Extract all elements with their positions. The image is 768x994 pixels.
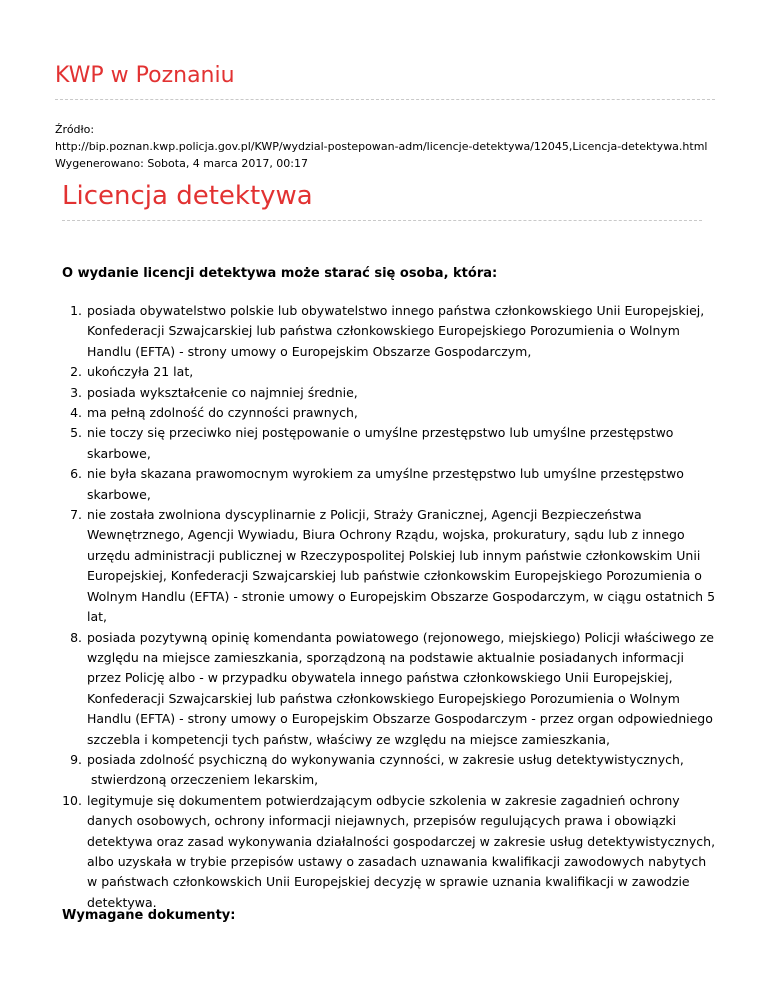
requirement-number: 7.: [70, 507, 82, 523]
page-title: Licencja detektywa: [62, 181, 313, 211]
requirement-item: [62, 301, 708, 362]
requirement-item: [62, 403, 708, 423]
requirement-line: szczebla i kompetencji tych państw, właściwy ze względu na miejsce zamieszkania,: [87, 731, 610, 747]
requirement-line: skarbowe,: [87, 486, 151, 502]
requirement-line: nie toczy się przeciwko niej postępowanie o umyślne przestępstwo lub umyślne przestępstwo: [87, 425, 674, 441]
requirement-number: 6.: [70, 466, 82, 482]
requirement-number: 5.: [70, 425, 82, 441]
requirement-line: legitymuje się dokumentem potwierdzającym odbycie szkolenia w zakresie zagadnień ochrony: [87, 792, 680, 808]
intro-text: O wydanie licencji detektywa może starać się osoba, która:: [62, 266, 498, 281]
requirement-line: Handlu (EFTA) - strony umowy o Europejskim Obszarze Gospodarczym,: [87, 343, 532, 359]
requirement-item: [62, 791, 716, 913]
requirement-line: detektywa oraz zasad wykonywania działalności gospodarczej w zakresie usług detektywistycznych,: [87, 833, 716, 849]
requirement-number: 9.: [70, 751, 82, 767]
requirement-number: 8.: [70, 629, 82, 645]
title-divider: [62, 220, 702, 221]
requirement-line: ukończyła 21 lat,: [87, 364, 194, 380]
site-title: KWP w Poznaniu: [55, 63, 235, 88]
requirement-line: urzędu administracji publicznej w Rzeczypospolitej Polskiej lub innym państwie członkowskim Unii: [87, 547, 701, 563]
requirement-number: 1.: [70, 303, 82, 318]
requirement-item: [62, 750, 708, 791]
requirement-line: posiada pozytywną opinię komendanta powiatowego (rejonowego, miejskiego) Policji właściwego ze: [87, 629, 714, 645]
requirement-item: [62, 362, 708, 382]
requirement-line: względu na miejsce zamieszkania, sporządzoną na podstawie aktualnie posiadanych informacji: [87, 649, 684, 665]
requirement-item: [62, 383, 708, 403]
requirement-line: Wolnym Handlu (EFTA) - stronie umowy o Europejskim Obszarze Gospodarczym, w ciągu ostatnich 5: [87, 588, 716, 604]
source-label: Źródło:: [55, 123, 95, 136]
requirement-line: stwierdzoną orzeczeniem lekarskim,: [87, 772, 319, 788]
requirement-line: nie była skazana prawomocnym wyrokiem za umyślne przestępstwo lub umyślne przestępstwo: [87, 466, 684, 482]
requirement-line: skarbowe,: [87, 445, 151, 461]
requirement-line: posiada wykształcenie co najmniej średnie,: [87, 384, 358, 400]
requirement-line: Konfederacji Szwajcarskiej lub państwa członkowskiego Europejskiego Porozumienia o Wolnym: [87, 690, 680, 706]
requirement-item: [62, 505, 716, 627]
requirement-line: w państwach członkowskich Unii Europejskiej decyzję w sprawie uznania kwalifikacji w zawodzie: [87, 874, 690, 890]
requirement-line: Handlu (EFTA) - strony umowy o Europejskim Obszarze Gospodarczym - przez organ odpowiedniego: [87, 711, 713, 727]
requirements-list: [62, 301, 716, 913]
requirement-line: Konfederacji Szwajcarskiej lub państwa członkowskiego Europejskiego Porozumienia o Wolnym: [87, 323, 680, 339]
source-url: http://bip.poznan.kwp.policja.gov.pl/KWP/wydzial-postepowan-adm/licencje-detektywa/12045,Licencja-detektywa.html: [55, 140, 708, 153]
requirement-number: 10.: [62, 792, 82, 808]
source-info: [55, 121, 735, 172]
requirement-line: lat,: [87, 609, 108, 625]
requirement-line: albo uzyskała w trybie przepisów ustawy o zasadach uznawania kwalifikacji zawodowych nabytych: [87, 853, 707, 869]
requirement-line: posiada obywatelstwo polskie lub obywatelstwo innego państwa członkowskiego Unii Europejskiej,: [87, 303, 705, 318]
documents-heading: Wymagane dokumenty:: [62, 908, 236, 923]
requirement-line: nie została zwolniona dyscyplinarnie z Policji, Straży Granicznej, Agencji Bezpieczeństwa: [87, 507, 642, 523]
requirement-number: 3.: [70, 384, 82, 400]
requirement-item: [62, 464, 708, 505]
requirement-line: Wewnętrznego, Agencji Wywiadu, Biura Ochrony Rządu, wojska, prokuratury, sądu lub z innego: [87, 527, 685, 543]
requirement-line: przez Policję albo - w przypadku obywatela innego państwa członkowskiego Unii Europejskiej,: [87, 670, 673, 686]
requirement-item: [62, 423, 708, 464]
requirement-number: 4.: [70, 405, 82, 421]
requirement-line: danych osobowych, ochrony informacji niejawnych, przepisów regulujących prawa i obowiązki: [87, 813, 677, 829]
requirement-line: Europejskiej, Konfederacji Szwajcarskiej lub państwie członkowskim Europejskiego Porozumienia o: [87, 568, 702, 584]
requirement-line: ma pełną zdolność do czynności prawnych,: [87, 405, 358, 421]
generated-timestamp: Wygenerowano: Sobota, 4 marca 2017, 00:17: [55, 157, 309, 170]
requirement-number: 2.: [70, 364, 82, 380]
requirement-item: [62, 628, 714, 750]
requirement-line: detektywa.: [87, 894, 157, 910]
header-divider: [55, 99, 715, 100]
requirement-line: posiada zdolność psychiczną do wykonywania czynności, w zakresie usług detektywistycznych,: [87, 751, 684, 767]
